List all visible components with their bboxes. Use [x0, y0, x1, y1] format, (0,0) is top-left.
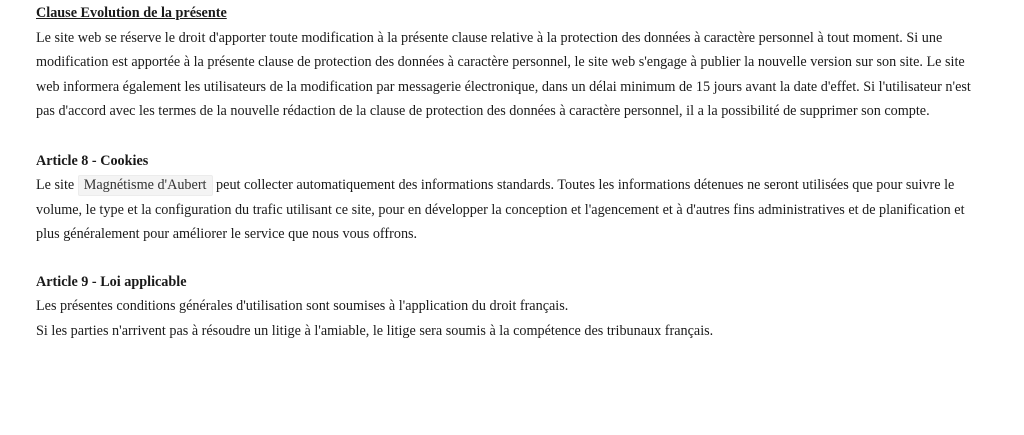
article-8-body-prefix: Le site [36, 177, 75, 193]
clause-evolution-body: Le site web se réserve le droit d'apporter toute modification à la présente clause relative à la protection des données à caractère personnel à tout moment. Si une modification est apportée à la présente clause de protection des données à caractère personnel, le site web s'engage à publier la nouvelle version sur son site. Le site web informera également les utilisateurs de la modification par messagerie électronique, dans un délai minimum de 15 jours avant la date d'effet. Si l'utilisateur n'est pas d'accord avec les termes de la nouvelle rédaction de la clause de protection des données à caractère personnel, il a la possibilité de supprimer son compte. [36, 29, 971, 119]
clause-evolution-title: Clause Evolution de la présente [36, 5, 227, 21]
article-8-section [36, 149, 986, 247]
article-8-title: Article 8 - Cookies [36, 152, 149, 169]
section-spacer [36, 124, 986, 149]
article-9-title: Article 9 - Loi applicable [36, 273, 187, 290]
clause-evolution-section [36, 1, 986, 124]
section-spacer [36, 247, 986, 270]
article-9-line-1: Les présentes conditions générales d'utilisation sont soumises à l'application du droit français. [36, 298, 569, 314]
site-name-placeholder: Magnétisme d'Aubert [78, 175, 213, 196]
article-8-body-suffix: peut collecter automatiquement des informations standards. Toutes les informations détenues ne seront utilisées que pour suivre le volume, le type et la configuration du trafic utilisant ce site, pour en développer la conception et l'agencement et à d'autres fins administratives et de planification et plus généralement pour améliorer le service que nous vous offrons. [36, 177, 965, 242]
article-9-line-2: Si les parties n'arrivent pas à résoudre un litige à l'amiable, le litige sera soumis à la compétence des tribunaux français. [36, 322, 714, 339]
legal-document [36, 1, 986, 343]
article-8-body [36, 173, 986, 247]
article-9-section [36, 270, 986, 344]
